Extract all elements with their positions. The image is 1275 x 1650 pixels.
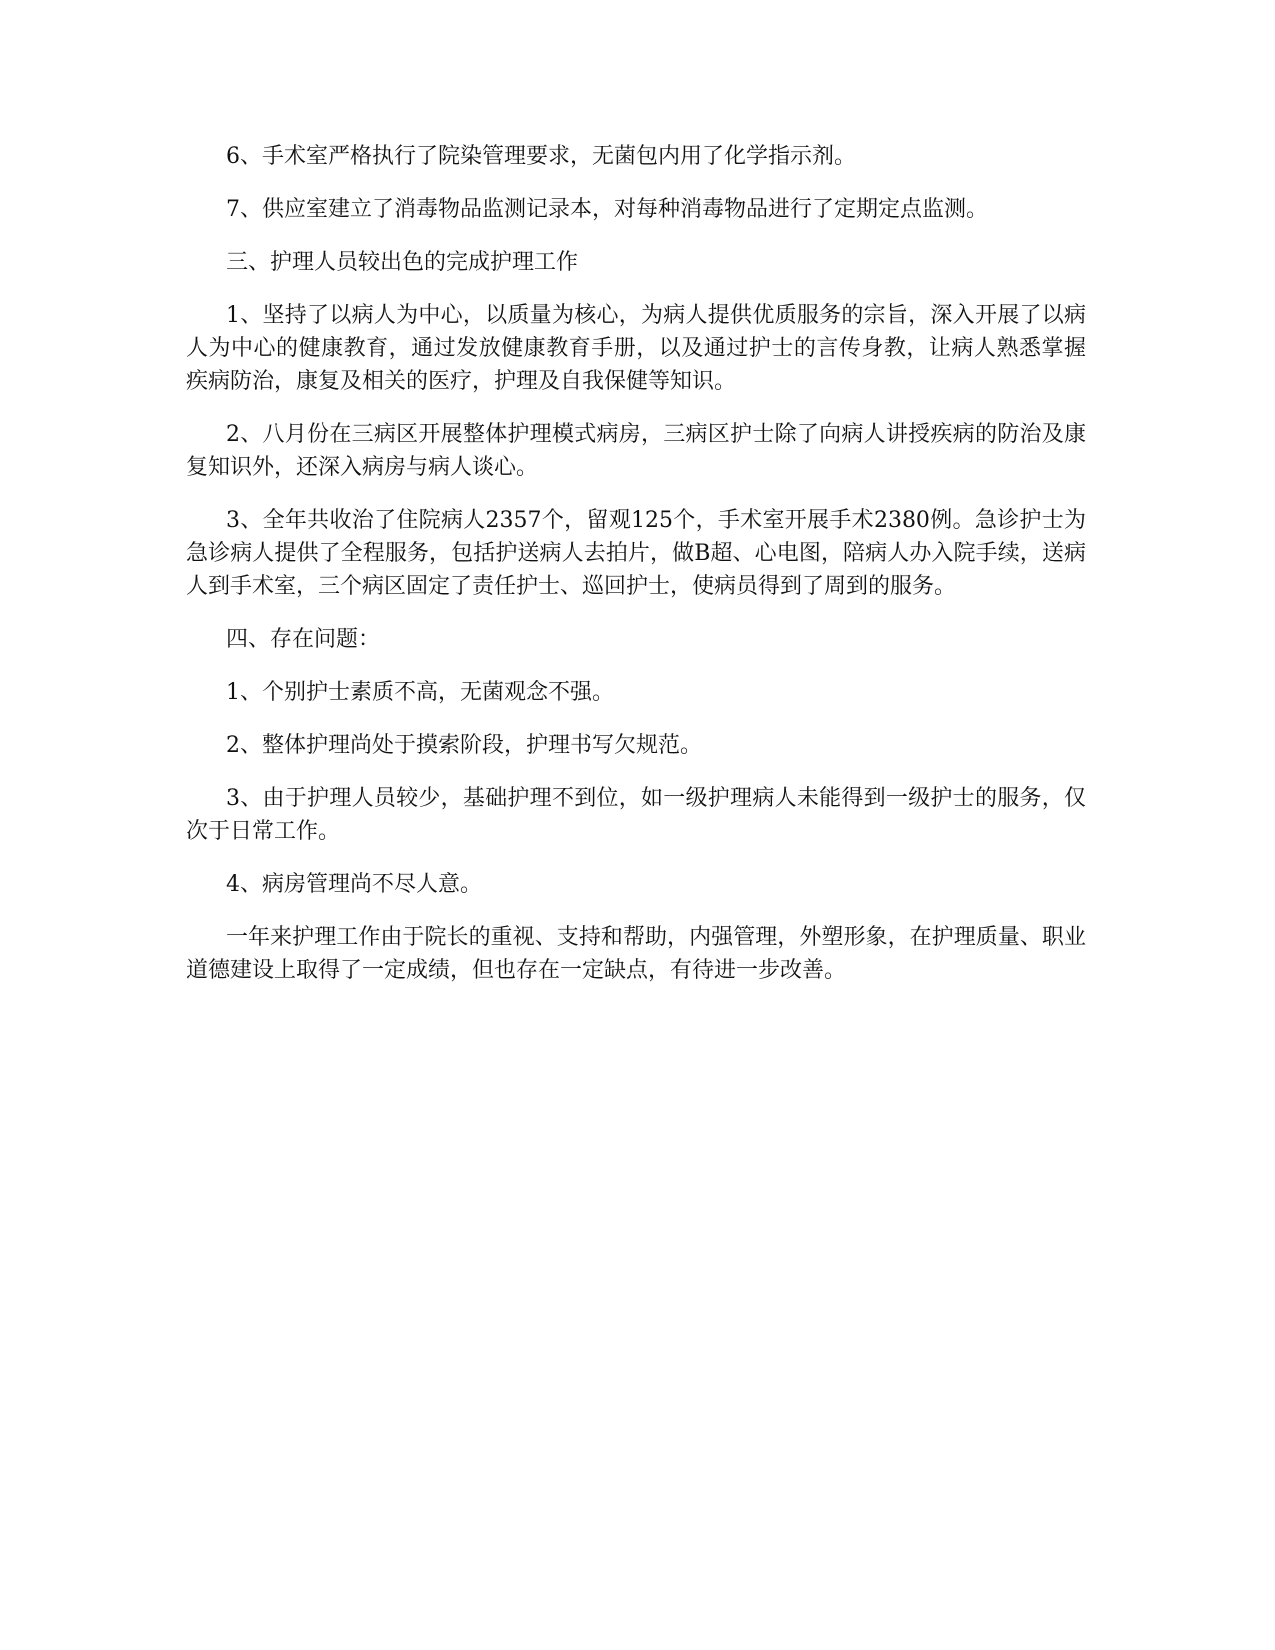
paragraph-issue-1: 1、个别护士素质不高，无菌观念不强。 xyxy=(226,680,614,705)
paragraph-item-7: 7、供应室建立了消毒物品监测记录本，对每种消毒物品进行了定期定点监测。 xyxy=(226,197,988,222)
paragraph-issue-2: 2、整体护理尚处于摸索阶段，护理书写欠规范。 xyxy=(226,733,702,758)
paragraph-issue-4: 4、病房管理尚不尽人意。 xyxy=(226,872,482,897)
document-body xyxy=(186,140,1086,1007)
paragraph-nursing-1: 1、坚持了以病人为中心，以质量为核心，为病人提供优质服务的宗旨，深入开展了以病人为中心的健康教育，通过发放健康教育手册，以及通过护士的言传身教，让病人熟悉掌握疾病防治，康复及相关的医疗，护理及自我保健等知识。 xyxy=(186,303,1086,394)
paragraph-nursing-3: 3、全年共收治了住院病人2357个，留观125个，手术室开展手术2380例。急诊护士为急诊病人提供了全程服务，包括护送病人去拍片，做B超、心电图，陪病人办入院手续，送病人到手术室，三个病区固定了责任护士、巡回护士，使病员得到了周到的服务。 xyxy=(186,508,1086,599)
section-heading-4: 四、存在问题： xyxy=(226,627,381,652)
paragraph-nursing-2: 2、八月份在三病区开展整体护理模式病房，三病区护士除了向病人讲授疾病的防治及康复知识外，还深入病房与病人谈心。 xyxy=(186,422,1086,480)
paragraph-item-6: 6、手术室严格执行了院染管理要求，无菌包内用了化学指示剂。 xyxy=(226,144,856,169)
paragraph-issue-3: 3、由于护理人员较少，基础护理不到位，如一级护理病人未能得到一级护士的服务，仅次于日常工作。 xyxy=(186,786,1086,844)
section-heading-3: 三、护理人员较出色的完成护理工作 xyxy=(226,250,579,275)
paragraph-conclusion: 一年来护理工作由于院长的重视、支持和帮助，内强管理，外塑形象，在护理质量、职业道德建设上取得了一定成绩，但也存在一定缺点，有待进一步改善。 xyxy=(186,925,1086,983)
